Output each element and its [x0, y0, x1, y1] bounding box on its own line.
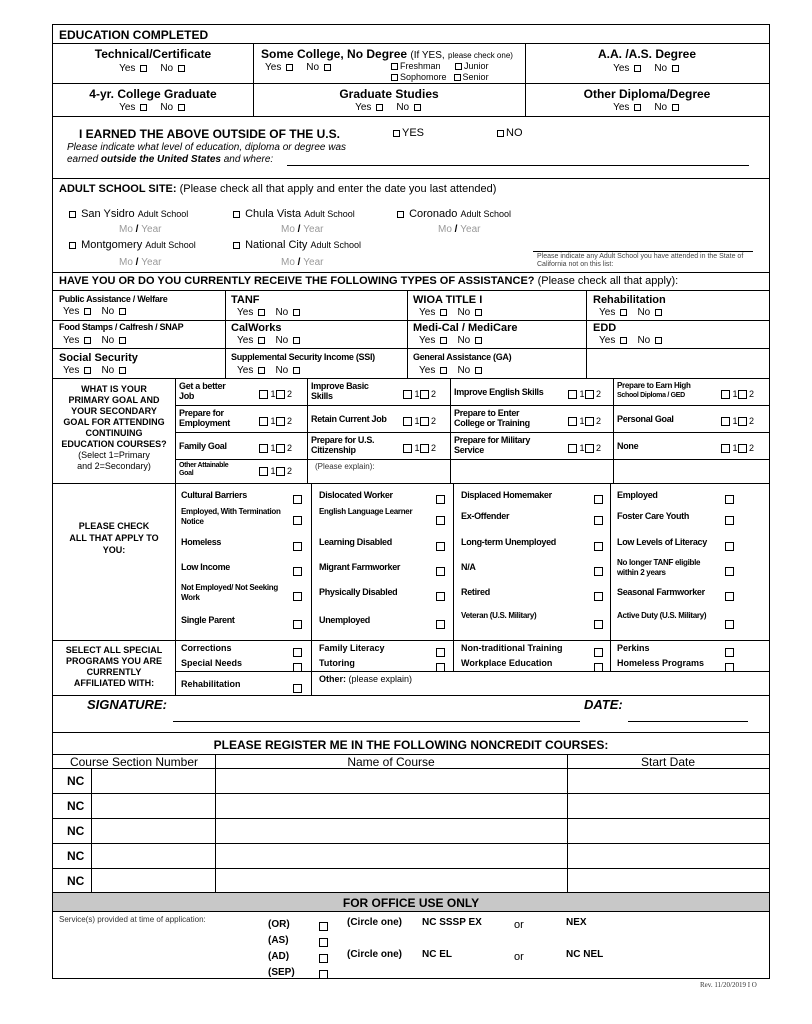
col-start-date: Start Date [640, 755, 696, 769]
outside-us-title: I EARNED THE ABOVE OUTSIDE OF THE U.S. [79, 127, 340, 141]
goal-option-checks: 1 2 [721, 416, 754, 426]
corrections-checkbox[interactable] [293, 648, 302, 657]
course-name-input[interactable] [217, 819, 565, 841]
college-years: Freshman Junior Sophomore Senior [389, 61, 489, 83]
goal-option-checks: 1 2 [403, 389, 436, 399]
aa-no-checkbox[interactable] [672, 65, 679, 72]
other-school-field[interactable] [533, 251, 753, 252]
apply-option-checkbox[interactable] [293, 495, 302, 504]
homeless-programs-checkbox[interactable] [725, 663, 734, 672]
school-san-ysidro: San Ysidro Adult School [67, 208, 188, 220]
goal-option-checks: 1 2 [721, 443, 754, 453]
please-check-label: PLEASE CHECK ALL THAT APPLY TO YOU: [69, 521, 159, 555]
course-start-date-input[interactable] [569, 869, 767, 891]
outside-no-checkbox[interactable] [497, 130, 504, 137]
apply-option-checkbox[interactable] [436, 495, 445, 504]
apply-option-checkbox[interactable] [725, 592, 734, 601]
services-label: Service(s) provided at time of application: [59, 915, 206, 924]
apply-option-label: Learning Disabled [319, 537, 392, 547]
signature-label: SIGNATURE: [87, 697, 167, 712]
date-field[interactable] [628, 721, 748, 722]
wioa-yes-checkbox[interactable] [440, 309, 447, 316]
course-name-input[interactable] [217, 869, 565, 891]
assistance-title: HAVE YOU OR DO YOU CURRENTLY RECEIVE THE FOLLOWING TYPES OF ASSISTANCE? [59, 275, 535, 287]
goal-secondary-checkbox[interactable] [276, 444, 285, 453]
goal-secondary-checkbox[interactable] [585, 390, 594, 399]
course-start-date-input[interactable] [569, 844, 767, 866]
apply-option-checkbox[interactable] [293, 620, 302, 629]
other-goal-label: Other Attainable Goal [179, 462, 229, 477]
apply-option-label: Seasonal Farmworker [617, 587, 705, 597]
apply-option-checkbox[interactable] [293, 542, 302, 551]
apply-option-label: Homeless [181, 537, 222, 547]
apply-option-label: Migrant Farmworker [319, 562, 401, 572]
goal-option-label: Improve English Skills [454, 387, 544, 397]
calworks-no-checkbox[interactable] [293, 337, 300, 344]
goal-option-label: Improve Basic Skills [311, 381, 369, 401]
coronado-date[interactable]: Mo / Year [438, 224, 481, 235]
col-course-name: Name of Course [347, 755, 435, 769]
apply-option-checkbox[interactable] [594, 516, 603, 525]
nc-el[interactable]: NC EL [422, 949, 452, 960]
technical-no-checkbox[interactable] [178, 65, 185, 72]
apply-option-label: English Language Learner [319, 507, 413, 516]
assistance-grid: Public Assistance / Welfare Yes No TANF Yes No WIOA TITLE I Yes No Rehabilitation Yes No Food Stamps / Calfresh / SNAP Yes No CalWorks Yes No Medi-Cal / MediCare Yes No EDD Yes No Social Security Yes No Supplemental Security Income (SSI) Yes No General Assistance (GA) Yes No [53, 291, 769, 379]
edd-yes-checkbox[interactable] [620, 337, 627, 344]
register-title: PLEASE REGISTER ME IN THE FOLLOWING NONCREDIT COURSES: [213, 738, 609, 752]
office-codes: (OR) (AS) (AD) (SEP) [268, 919, 295, 978]
goal-option-checks: 1 2 [568, 443, 601, 453]
apply-option-label: N/A [461, 562, 476, 572]
course-start-date-input[interactable] [569, 819, 767, 841]
adult-school-title: ADULT SCHOOL SITE: [59, 183, 177, 195]
signature-row [53, 696, 769, 733]
signature-field[interactable] [173, 721, 580, 722]
nex[interactable]: NEX [566, 917, 587, 928]
nc-sssp-ex[interactable]: NC SSSP EX [422, 917, 482, 928]
perkins-checkbox[interactable] [725, 648, 734, 657]
apply-option-label: Employed, With Termination Notice [181, 507, 281, 526]
other-diploma-no-checkbox[interactable] [672, 104, 679, 111]
san-ysidro-date[interactable]: Mo / Year [119, 224, 162, 235]
course-start-date-input[interactable] [569, 794, 767, 816]
ad-checkbox[interactable] [319, 954, 328, 963]
apply-option-checkbox[interactable] [293, 516, 302, 525]
apply-option-checkbox[interactable] [594, 542, 603, 551]
sep-checkbox[interactable] [319, 970, 328, 979]
course-name-input[interactable] [217, 794, 565, 816]
other-diploma-label: Other Diploma/Degree [583, 87, 711, 101]
goal-option-checks: 1 2 [259, 443, 292, 453]
apply-option-label: Low Income [181, 562, 231, 572]
technical-options: Yes No [53, 63, 253, 74]
goal-option-label: Get a better Job [179, 381, 226, 401]
apply-option-label: Low Levels of Literacy [617, 537, 707, 547]
assistance-header-row: HAVE YOU OR DO YOU CURRENTLY RECEIVE THE FOLLOWING TYPES OF ASSISTANCE? (Please check all that apply): [53, 273, 769, 291]
apply-option-checkbox[interactable] [594, 592, 603, 601]
course-section-input[interactable] [93, 769, 213, 791]
apply-option-label: Cultural Barriers [181, 490, 247, 500]
outside-us-section: I EARNED THE ABOVE OUTSIDE OF THE U.S. YES NO Please indicate what level of education, diploma or degree was earned outside the United States and where: [53, 117, 769, 179]
apply-option-label: Dislocated Worker [319, 490, 393, 500]
apply-option-checkbox[interactable] [594, 567, 603, 576]
four-yr-no-checkbox[interactable] [178, 104, 185, 111]
goal-secondary-checkbox[interactable] [420, 444, 429, 453]
course-prefix: NC [67, 824, 85, 838]
graduate-no-checkbox[interactable] [414, 104, 421, 111]
education-row-2: 4-yr. College Graduate Yes No Graduate Studies Yes No Other Diploma/Degree Yes No [53, 84, 769, 117]
goal-primary-checkbox[interactable] [568, 390, 577, 399]
intake-form [52, 24, 770, 979]
graduate-yes-checkbox[interactable] [376, 104, 383, 111]
national-city-checkbox[interactable] [233, 242, 240, 249]
food-stamps-no-checkbox[interactable] [119, 337, 126, 344]
goal-primary-checkbox[interactable] [259, 417, 268, 426]
aa-label: A.A. /A.S. Degree [597, 47, 697, 61]
apply-option-checkbox[interactable] [725, 516, 734, 525]
course-prefix: NC [67, 799, 85, 813]
course-table [53, 755, 769, 893]
goal-option-checks: 1 2 [259, 389, 292, 399]
goal-secondary-checkbox[interactable] [738, 390, 747, 399]
goal-primary-checkbox[interactable] [721, 390, 730, 399]
aa-yes-checkbox[interactable] [634, 65, 641, 72]
rehabilitation-program-checkbox[interactable] [293, 684, 302, 693]
apply-option-label: Active Duty (U.S. Military) [617, 611, 707, 620]
other-program[interactable]: Other: (please explain) [319, 674, 413, 684]
other-goal-checks: 1 2 [259, 466, 292, 476]
goal-option-label: Prepare to Earn High School Diploma / GED [617, 381, 691, 399]
apply-option-checkbox[interactable] [436, 620, 445, 629]
calworks-yes-checkbox[interactable] [258, 337, 265, 344]
apply-option-checkbox[interactable] [725, 620, 734, 629]
goals-section [53, 379, 769, 484]
apply-option-checkbox[interactable] [725, 542, 734, 551]
course-prefix: NC [67, 774, 85, 788]
school-coronado: Coronado Adult School [395, 208, 511, 220]
goal-secondary-checkbox[interactable] [276, 417, 285, 426]
apply-option-label: Foster Care Youth [617, 511, 690, 521]
goals-label: WHAT IS YOUR PRIMARY GOAL AND YOUR SECONDARY GOAL FOR ATTENDING CONTINUING EDUCATION COURSES? (Select 1=Primary and 2=Secondary) [61, 384, 167, 471]
four-yr-yes-checkbox[interactable] [140, 104, 147, 111]
goal-option-checks: 1 2 [721, 389, 754, 399]
col-course-section: Course Section Number [69, 755, 199, 769]
apply-option-label: Veteran (U.S. Military) [461, 611, 537, 620]
tanf-yes-checkbox[interactable] [258, 309, 265, 316]
outside-where-field[interactable] [287, 165, 749, 166]
freshman-checkbox[interactable] [391, 63, 398, 70]
medical-no-checkbox[interactable] [475, 337, 482, 344]
apply-option-checkbox[interactable] [436, 567, 445, 576]
goal-secondary-checkbox[interactable] [420, 390, 429, 399]
graduate-label: Graduate Studies [339, 87, 439, 101]
goal-option-label: Personal Goal [617, 414, 674, 424]
rehab-assist-yes-checkbox[interactable] [620, 309, 627, 316]
goal-secondary-checkbox[interactable] [420, 417, 429, 426]
apply-option-checkbox[interactable] [436, 592, 445, 601]
rehab-assist-no-checkbox[interactable] [655, 309, 662, 316]
nc-nel[interactable]: NC NEL [566, 949, 604, 960]
school-chula-vista: Chula Vista Adult School [231, 208, 355, 220]
apply-option-label: Not Employed/ Not Seeking Work [181, 583, 278, 602]
apply-option-label: Employed [617, 490, 658, 500]
san-ysidro-checkbox[interactable] [69, 211, 76, 218]
course-name-input[interactable] [217, 769, 565, 791]
ssi-yes-checkbox[interactable] [258, 367, 265, 374]
education-header: EDUCATION COMPLETED [59, 28, 209, 42]
goal-secondary-checkbox[interactable] [738, 417, 747, 426]
chula-vista-checkbox[interactable] [233, 211, 240, 218]
education-row-1 [53, 44, 769, 84]
goal-secondary-checkbox[interactable] [276, 390, 285, 399]
course-start-date-input[interactable] [569, 769, 767, 791]
special-programs-label: SELECT ALL SPECIAL PROGRAMS YOU ARE CURRENTLY AFFILIATED WITH: [65, 645, 163, 688]
goal-option-label: Retain Current Job [311, 414, 387, 424]
education-header-row [53, 25, 769, 44]
apply-option-checkbox[interactable] [594, 620, 603, 629]
other-diploma-yes-checkbox[interactable] [634, 104, 641, 111]
technical-label: Technical/Certificate [94, 47, 212, 61]
other-goal-explain[interactable]: (Please explain): [315, 462, 375, 471]
apply-option-checkbox[interactable] [725, 567, 734, 576]
apply-option-label: Physically Disabled [319, 587, 398, 597]
apply-option-label: Retired [461, 587, 490, 597]
office-title: FOR OFFICE USE ONLY [342, 896, 480, 910]
goal-option-checks: 1 2 [568, 416, 601, 426]
goal-option-checks: 1 2 [568, 389, 601, 399]
outside-yes-checkbox[interactable] [393, 130, 400, 137]
ga-yes-checkbox[interactable] [440, 367, 447, 374]
goal-primary-checkbox[interactable] [403, 390, 412, 399]
goal-primary-checkbox[interactable] [259, 390, 268, 399]
family-literacy-checkbox[interactable] [436, 648, 445, 657]
montgomery-checkbox[interactable] [69, 242, 76, 249]
goal-secondary-checkbox[interactable] [585, 417, 594, 426]
some-college-no-checkbox[interactable] [324, 64, 331, 71]
goal-option-label: None [617, 441, 639, 451]
apply-option-checkbox[interactable] [293, 592, 302, 601]
or-checkbox[interactable] [319, 922, 328, 931]
other-goal-checkbox[interactable] [259, 467, 268, 476]
office-header-row [53, 893, 769, 912]
adult-school-section: ADULT SCHOOL SITE: (Please check all that apply and enter the date you last attended) San Ysidro Adult School Chula Vista Adult School Coronado Adult School Mo / Year Mo / Year Mo / Year Montgomery Adult School National City Adult School Mo / Year Mo / Year Please indicate any Adult School you have attended in the State of California not on this list: [53, 179, 769, 273]
course-section-input[interactable] [93, 819, 213, 841]
social-security-yes-checkbox[interactable] [84, 367, 91, 374]
senior-checkbox[interactable] [454, 74, 461, 81]
goal-option-label: Prepare to Enter College or Training [454, 408, 530, 428]
register-header-row [53, 733, 769, 755]
coronado-checkbox[interactable] [397, 211, 404, 218]
non-traditional-checkbox[interactable] [594, 648, 603, 657]
course-section-input[interactable] [93, 844, 213, 866]
school-national-city: National City Adult School [231, 239, 361, 251]
date-label: DATE: [584, 697, 623, 712]
revision-note: Rev. 11/20/2019 I O [700, 981, 757, 989]
goal-primary-checkbox[interactable] [721, 417, 730, 426]
course-name-input[interactable] [217, 844, 565, 866]
special-programs-section: SELECT ALL SPECIAL PROGRAMS YOU ARE CURRENTLY AFFILIATED WITH: Corrections Family Literacy Non-traditional Training Perkins Special Needs Tutoring Workplace Education Homeless Programs Rehabilitation Other: (please explain) [53, 641, 769, 696]
apply-option-label: Single Parent [181, 615, 235, 625]
course-section-input[interactable] [93, 794, 213, 816]
school-montgomery: Montgomery Adult School [67, 239, 196, 251]
apply-option-checkbox[interactable] [293, 567, 302, 576]
course-section-input[interactable] [93, 869, 213, 891]
goal-primary-checkbox[interactable] [403, 417, 412, 426]
other-school-note: Please indicate any Adult School you have attended in the State of California not on this list: [537, 253, 744, 268]
apply-option-label: Displaced Homemaker [461, 490, 552, 500]
national-city-date[interactable]: Mo / Year [281, 257, 324, 268]
goal-primary-checkbox[interactable] [721, 444, 730, 453]
goal-option-label: Prepare for Military Service [454, 435, 531, 455]
office-section: Service(s) provided at time of application: (OR) (AS) (AD) (SEP) (Circle one) NC SSSP EX or NEX (Circle one) NC EL or NC NEL [53, 912, 769, 978]
outside-note: Please indicate what level of education, diploma or degree was earned outside the United States and where: [67, 142, 347, 165]
junior-checkbox[interactable] [455, 63, 462, 70]
public-assistance-yes-checkbox[interactable] [84, 308, 91, 315]
goal-primary-checkbox[interactable] [568, 417, 577, 426]
apply-option-label: No longer TANF eligible within 2 years [617, 558, 701, 577]
goal-primary-checkbox[interactable] [568, 444, 577, 453]
goal-option-checks: 1 2 [403, 416, 436, 426]
apply-option-checkbox[interactable] [725, 495, 734, 504]
goal-primary-checkbox[interactable] [403, 444, 412, 453]
apply-option-checkbox[interactable] [594, 495, 603, 504]
public-assistance-no-checkbox[interactable] [119, 308, 126, 315]
social-security-no-checkbox[interactable] [119, 367, 126, 374]
goal-option-label: Family Goal [179, 441, 227, 451]
medical-yes-checkbox[interactable] [440, 337, 447, 344]
course-prefix: NC [67, 874, 85, 888]
sophomore-checkbox[interactable] [391, 74, 398, 81]
some-college-label: Some College, No Degree (If YES, please check one) [261, 47, 513, 61]
food-stamps-yes-checkbox[interactable] [84, 337, 91, 344]
technical-yes-checkbox[interactable] [140, 65, 147, 72]
workplace-education-checkbox[interactable] [594, 663, 603, 672]
course-prefix: NC [67, 849, 85, 863]
goal-primary-checkbox[interactable] [259, 444, 268, 453]
apply-option-label: Long-term Unemployed [461, 537, 557, 547]
montgomery-date[interactable]: Mo / Year [119, 257, 162, 268]
goal-option-checks: 1 2 [259, 416, 292, 426]
tanf-no-checkbox[interactable] [293, 309, 300, 316]
some-college-yesno: Yes No [265, 62, 333, 73]
apply-option-checkbox[interactable] [436, 542, 445, 551]
four-yr-label: 4-yr. College Graduate [89, 87, 217, 101]
some-college-yes-checkbox[interactable] [286, 64, 293, 71]
ga-no-checkbox[interactable] [475, 367, 482, 374]
chula-vista-date[interactable]: Mo / Year [281, 224, 324, 235]
aa-options: Yes No [525, 63, 769, 74]
special-needs-checkbox[interactable] [293, 663, 302, 672]
goal-secondary-checkbox[interactable] [585, 444, 594, 453]
as-checkbox[interactable] [319, 938, 328, 947]
goal-option-label: Prepare for Employment [179, 408, 231, 428]
office-checkboxes [319, 919, 328, 983]
goal-secondary-checkbox[interactable] [738, 444, 747, 453]
apply-option-checkbox[interactable] [436, 516, 445, 525]
ssi-no-checkbox[interactable] [293, 367, 300, 374]
wioa-no-checkbox[interactable] [475, 309, 482, 316]
please-check-section [53, 484, 769, 641]
goal-option-checks: 1 2 [403, 443, 436, 453]
edd-no-checkbox[interactable] [655, 337, 662, 344]
apply-option-label: Unemployed [319, 615, 371, 625]
tutoring-checkbox[interactable] [436, 663, 445, 672]
goal-option-label: Prepare for U.S. Citizenship [311, 435, 375, 455]
apply-option-label: Ex-Offender [461, 511, 510, 521]
